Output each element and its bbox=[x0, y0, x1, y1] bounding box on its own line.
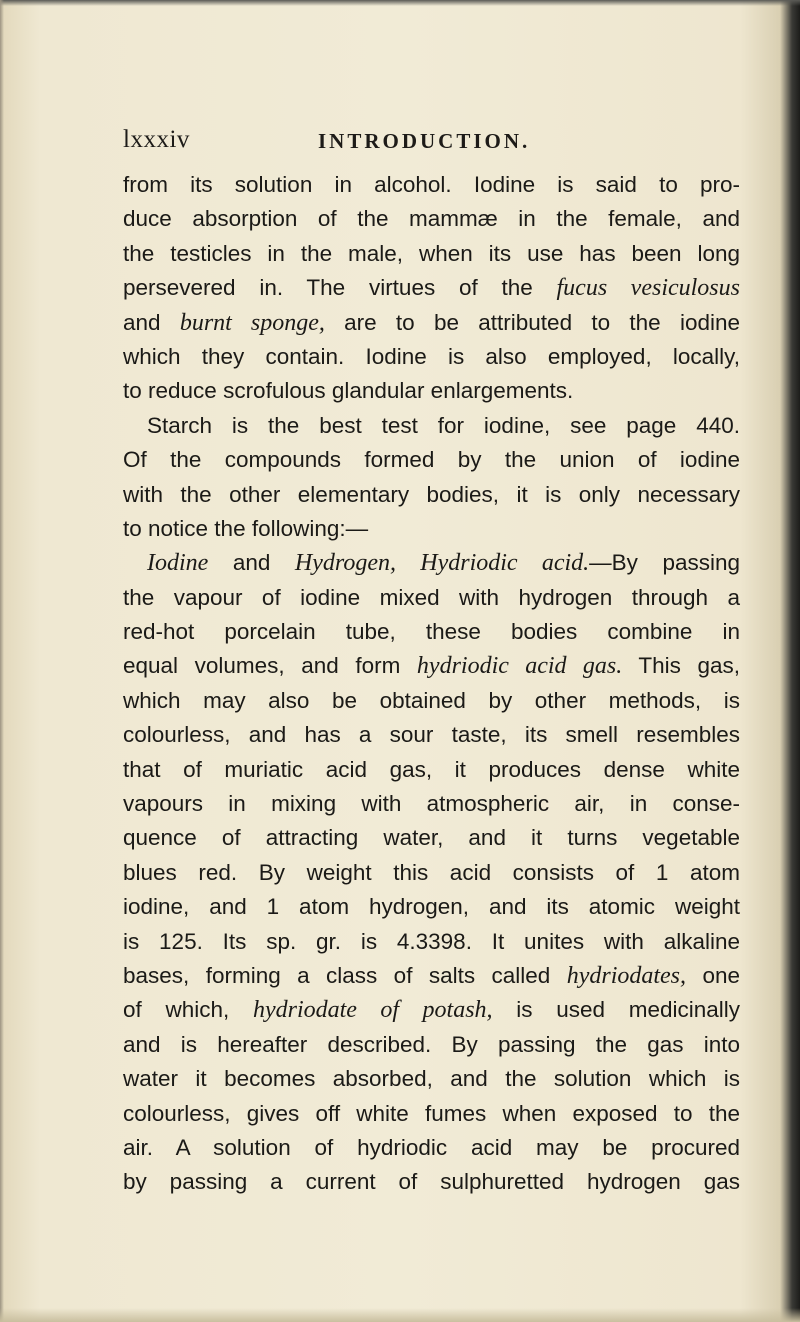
text-line: is 125. Its sp. gr. is 4.3398. It unites with alkaline bbox=[123, 928, 740, 954]
text-line: Starch is the best test for iodine, see page 440. bbox=[147, 412, 740, 438]
italic-term: hydriodates, bbox=[566, 962, 687, 989]
running-head bbox=[123, 126, 737, 162]
text-line: water it becomes absorbed, and the solution which is bbox=[123, 1066, 740, 1092]
text-line: with the other elementary bodies, it is only necessary bbox=[123, 481, 740, 507]
text-line: by passing a current of sulphuretted hydrogen gas bbox=[123, 1169, 740, 1195]
running-title: INTRODUCTION. bbox=[318, 129, 531, 153]
text-line: persevered in. The virtues of the fucus vesiculosus bbox=[123, 275, 740, 302]
text-line: iodine, and 1 atom hydrogen, and its atomic weight bbox=[123, 894, 740, 920]
text-line: duce absorption of the mammæ in the female, and bbox=[123, 206, 740, 232]
italic-term: hydriodic acid gas. bbox=[416, 653, 623, 680]
page-top-edge bbox=[0, 0, 800, 6]
text-line: equal volumes, and form hydriodic acid gas. This gas, bbox=[123, 653, 740, 680]
text-line: the testicles in the male, when its use has been long bbox=[123, 240, 740, 266]
text-line: from its solution in alcohol. Iodine is said to pro- bbox=[123, 172, 740, 197]
text-line: blues red. By weight this acid consists of 1 atom bbox=[123, 859, 740, 885]
body-text bbox=[123, 168, 740, 1200]
text-line: red-hot porcelain tube, these bodies combine in bbox=[123, 619, 740, 645]
text-line: colourless, gives off white fumes when exposed to the bbox=[123, 1100, 740, 1126]
text-line: quence of attracting water, and it turns vegetable bbox=[123, 825, 740, 851]
text-line: the vapour of iodine mixed with hydrogen through a bbox=[123, 584, 740, 610]
italic-term: Hydrogen, Hydriodic acid. bbox=[294, 550, 590, 577]
page-left-edge bbox=[0, 0, 4, 1322]
text-line: of which, hydriodate of potash, is used medicinally bbox=[123, 997, 740, 1024]
text-line: which may also be obtained by other methods, is bbox=[123, 687, 740, 713]
text-line: that of muriatic acid gas, it produces dense white bbox=[123, 756, 740, 782]
text-line: which they contain. Iodine is also employed, locally, bbox=[123, 343, 740, 369]
text-line: bases, forming a class of salts called hydriodates, one bbox=[123, 962, 740, 989]
italic-term: fucus vesiculosus bbox=[556, 275, 740, 302]
text-line: to reduce scrofulous glandular enlargements. bbox=[123, 378, 574, 404]
text-line: vapours in mixing with atmospheric air, in conse- bbox=[123, 791, 740, 817]
italic-term: Iodine bbox=[147, 550, 209, 577]
text-line: to notice the following:— bbox=[123, 515, 369, 541]
text-line: colourless, and has a sour taste, its smell resembles bbox=[123, 722, 740, 748]
text-line: and burnt sponge, are to be attributed to the iodine bbox=[123, 309, 740, 336]
text-line: Of the compounds formed by the union of iodine bbox=[123, 447, 740, 473]
text-line: and is hereafter described. By passing the gas into bbox=[123, 1031, 740, 1057]
italic-term: burnt sponge, bbox=[179, 309, 325, 336]
text-line: Iodine and Hydrogen, Hydriodic acid.—By passing bbox=[147, 550, 740, 577]
page-bottom-edge bbox=[0, 1308, 800, 1322]
text-line: air. A solution of hydriodic acid may be procured bbox=[123, 1134, 740, 1160]
page-number: lxxxiv bbox=[123, 126, 190, 153]
italic-term: hydriodate of potash, bbox=[252, 997, 493, 1024]
